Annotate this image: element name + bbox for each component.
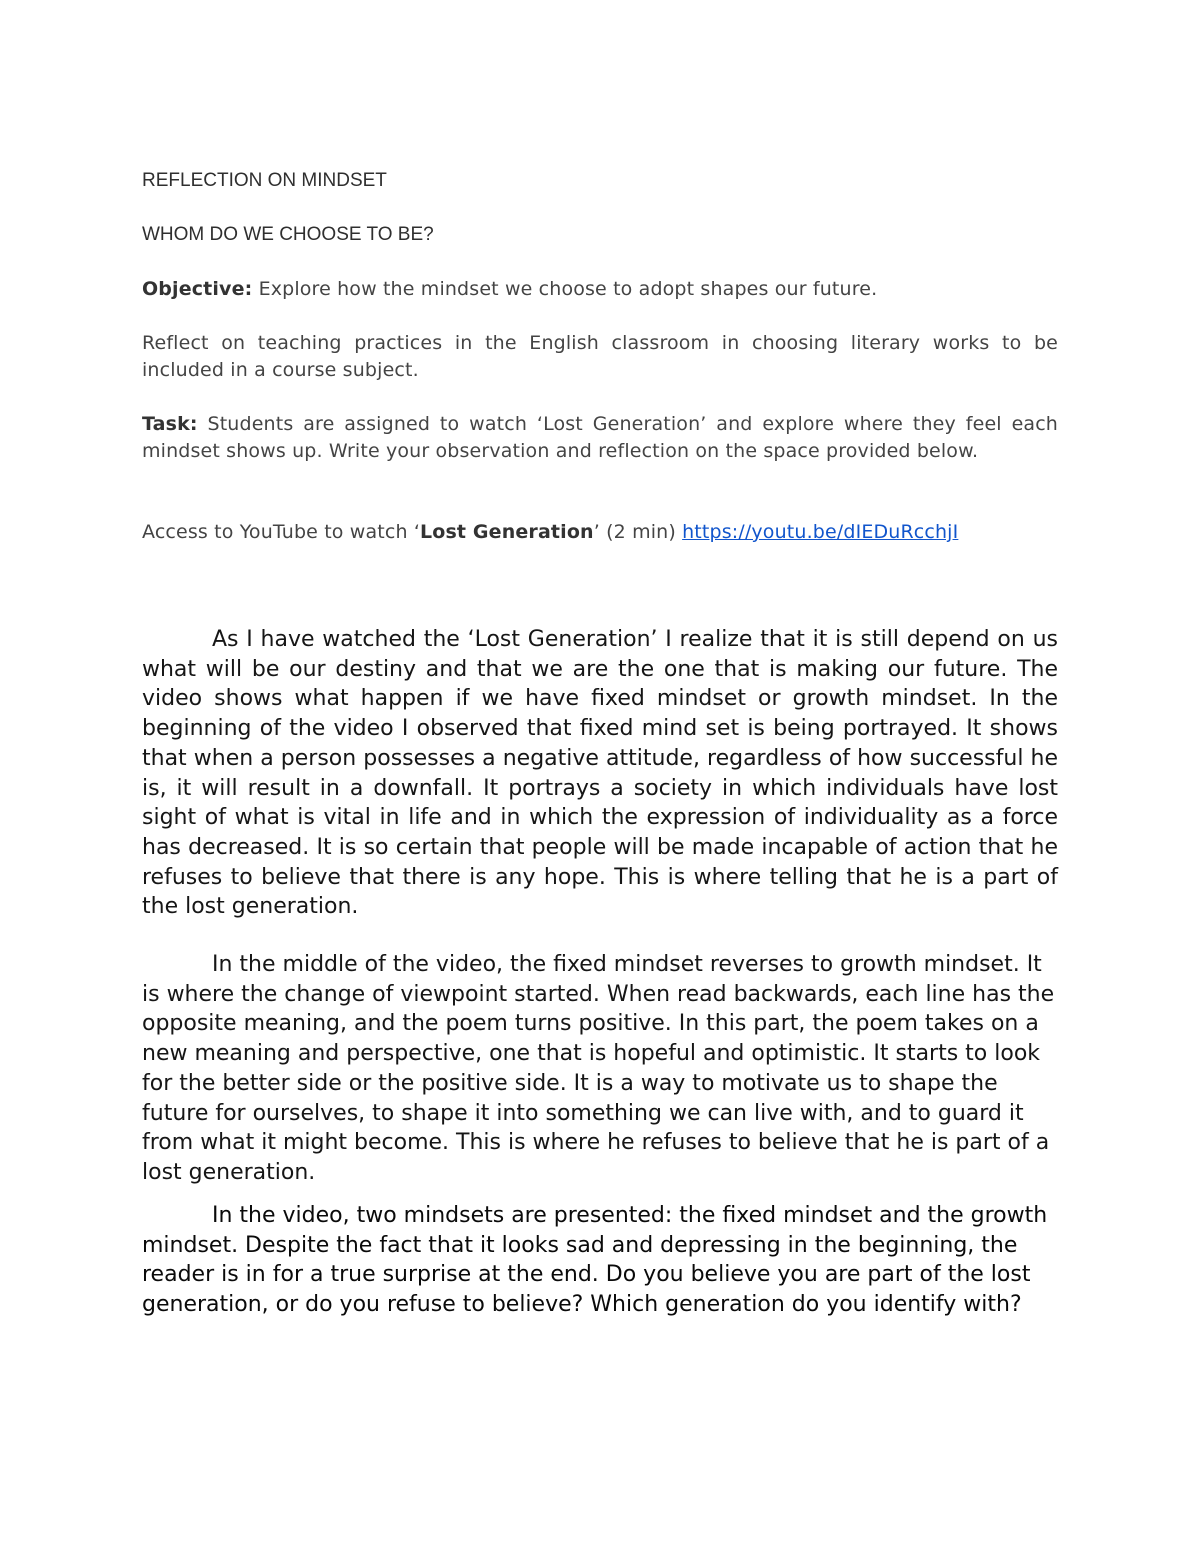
- objective-text: Explore how the mindset we choose to adopt shapes our future.: [252, 278, 878, 300]
- reflection-paragraph-3: In the video, two mindsets are presented: the fixed mindset and the growth mindset. Despite the fact that it looks sad and depressing in the beginning, the reader is in for a true surprise at the end. Do you believe you are part of the lost generation, or do you refuse to believe? Which generation do you identify with?: [142, 1203, 1048, 1318]
- objective-label: Objective:: [142, 278, 253, 300]
- objective-line: [142, 276, 1058, 303]
- task-label: Task:: [142, 413, 198, 435]
- access-line: [142, 519, 1058, 546]
- document-title: REFLECTION ON MINDSET: [142, 170, 387, 191]
- task-text: Students are assigned to watch ‘Lost Generation’ and explore where they feel each mindset shows up. Write your observation and reflection on the space provided below.: [142, 413, 1058, 462]
- video-title: Lost Generation: [420, 521, 594, 543]
- document-subtitle: WHOM DO WE CHOOSE TO BE?: [142, 224, 434, 245]
- access-prefix: Access to YouTube to watch ‘: [142, 521, 421, 543]
- task-paragraph: [142, 411, 1058, 465]
- reflection-paragraph-2: In the middle of the video, the fixed mindset reverses to growth mindset. It is where the change of viewpoint started. When read backwards, each line has the opposite meaning, and the poem turns positive. In this part, the poem takes on a new meaning and perspective, one that is hopeful and optimistic. It starts to look for the better side or the positive side. It is a way to motivate us to shape the future for ourselves, to shape it into something we can live with, and to guard it from what it might become. This is where he refuses to believe that he is part of a lost generation.: [142, 952, 1055, 1185]
- reflect-paragraph: Reflect on teaching practices in the English classroom in choosing literary works to be included in a course subject.: [142, 332, 1058, 381]
- access-suffix: ’ (2 min): [593, 521, 683, 543]
- reflection-paragraph-1: As I have watched the ‘Lost Generation’ I realize that it is still depend on us what will be our destiny and that we are the one that is making our future. The video shows what happen if we have fixed mindset or growth mindset. In the beginning of the video I observed that fixed mind set is being portrayed. It shows that when a person possesses a negative attitude, regardless of how successful he is, it will result in a downfall. It portrays a society in which individuals have lost sight of what is vital in life and in which the expression of individuality as a force has decreased. It is so certain that people will be made incapable of action that he refuses to believe that there is any hope. This is where telling that he is a part of the lost generation.: [142, 627, 1058, 920]
- youtube-link[interactable]: https://youtu.be/dIEDuRcchjI: [682, 521, 959, 543]
